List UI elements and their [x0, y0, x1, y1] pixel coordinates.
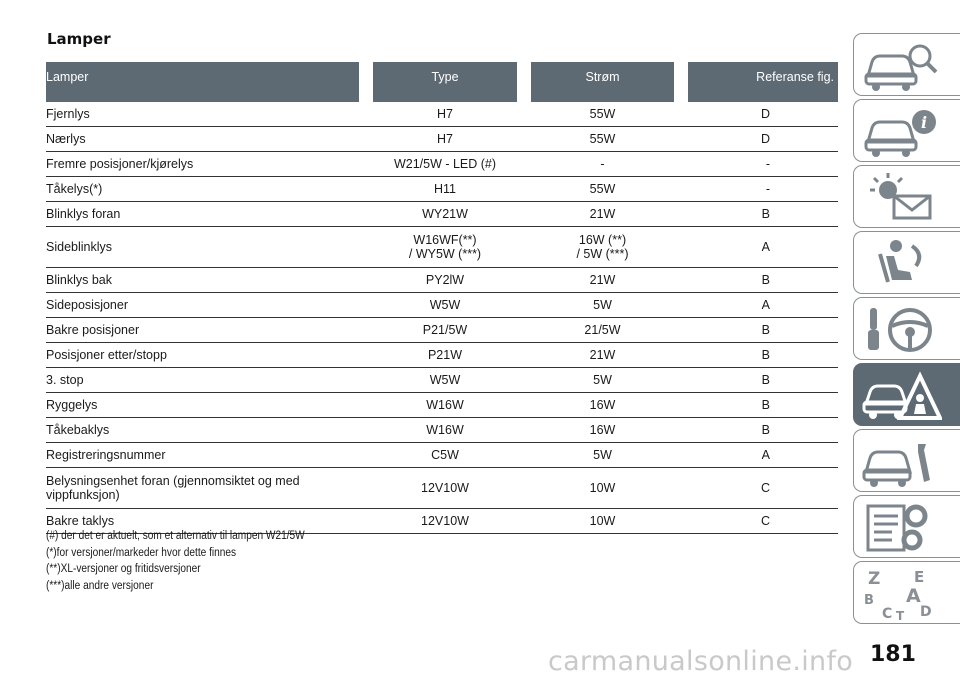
lamp-name: Fremre posisjoner/kjørelys	[46, 152, 366, 177]
footnote: (***)alle andre versjoner	[46, 579, 154, 592]
lamp-type: W16W	[366, 393, 524, 418]
lamp-ref: B	[681, 368, 838, 393]
lamp-ref: B	[681, 202, 838, 227]
lamp-power: 5W	[524, 293, 681, 318]
footnote: (*)for versjoner/markeder hvor dette finnes	[46, 546, 237, 559]
lamp-power-line: 16W (**)	[578, 233, 627, 247]
table-row	[46, 418, 838, 443]
table-row	[46, 368, 838, 393]
index-letter: D	[920, 604, 932, 620]
lamp-name: Blinklys foran	[46, 202, 366, 227]
lamp-type: H11	[366, 177, 524, 202]
tab-starting-driving[interactable]	[853, 297, 960, 360]
table-row	[46, 268, 838, 293]
index-letter: T	[896, 609, 905, 622]
lamp-ref: B	[681, 393, 838, 418]
lamp-type-line: / WY5W (***)	[408, 247, 482, 261]
lamp-table	[46, 62, 838, 534]
lamp-power: 16W	[524, 418, 681, 443]
lamp-type	[366, 227, 524, 268]
table-row	[46, 468, 838, 509]
table-row	[46, 177, 838, 202]
warning-light-message-icon	[862, 170, 942, 226]
lamp-type: W5W	[366, 293, 524, 318]
table-row	[46, 318, 838, 343]
lamp-name: Bakre posisjoner	[46, 318, 366, 343]
lamp-type: P21/5W	[366, 318, 524, 343]
header-lamps: Lamper	[46, 62, 366, 102]
footnote: (#) der det er aktuelt, som et alternativ til lampen W21/5W	[46, 530, 305, 542]
lamp-ref: -	[681, 152, 838, 177]
tab-emergency[interactable]	[853, 363, 960, 426]
car-wrench-icon	[862, 434, 942, 490]
lamp-ref: B	[681, 268, 838, 293]
tab-safety[interactable]	[853, 231, 960, 294]
car-info-icon	[862, 104, 942, 160]
lamp-ref: A	[681, 443, 838, 468]
header-type: Type	[366, 62, 524, 102]
table-row	[46, 293, 838, 318]
table-row	[46, 343, 838, 368]
lamp-ref: B	[681, 318, 838, 343]
lamp-name: Tåkelys(*)	[46, 177, 366, 202]
key-steering-wheel-icon	[862, 302, 942, 358]
lamp-type: H7	[366, 102, 524, 127]
car-crash-warning-icon	[862, 368, 942, 424]
table-row	[46, 393, 838, 418]
lamp-power: -	[524, 152, 681, 177]
lamp-power: 21W	[524, 268, 681, 293]
header-reference: Referanse fig.	[681, 62, 838, 102]
lamp-name-line: vippfunksjon)	[46, 488, 120, 502]
lamp-type: W16W	[366, 418, 524, 443]
lamp-type: 12V10W	[366, 509, 524, 534]
table-row	[46, 202, 838, 227]
table-header-row	[46, 62, 838, 102]
lamp-type: WY21W	[366, 202, 524, 227]
page-number: 181	[870, 642, 916, 667]
car-search-icon	[862, 38, 942, 94]
lamp-ref: D	[681, 102, 838, 127]
lamp-power: 21/5W	[524, 318, 681, 343]
lamp-power-line: / 5W (***)	[576, 247, 629, 261]
lamp-power: 55W	[524, 177, 681, 202]
table-row	[46, 102, 838, 127]
tab-index[interactable]	[853, 561, 960, 624]
lamp-ref: B	[681, 418, 838, 443]
tab-car-info[interactable]	[853, 99, 960, 162]
specs-gear-icon	[862, 500, 942, 556]
table-row	[46, 127, 838, 152]
lamp-name: 3. stop	[46, 368, 366, 393]
table-row	[46, 152, 838, 177]
lamp-name: Nærlys	[46, 127, 366, 152]
lamp-name: Tåkebaklys	[46, 418, 366, 443]
lamp-type: C5W	[366, 443, 524, 468]
lamp-ref: B	[681, 343, 838, 368]
lamp-name: Bakre taklys	[46, 509, 366, 534]
lamp-name: Sideposisjoner	[46, 293, 366, 318]
lamp-type: H7	[366, 127, 524, 152]
lamp-power: 55W	[524, 127, 681, 152]
lamp-ref: -	[681, 177, 838, 202]
table-row	[46, 443, 838, 468]
lamp-name: Registreringsnummer	[46, 443, 366, 468]
lamp-ref: C	[681, 509, 838, 534]
table-row	[46, 227, 838, 268]
tab-warning-lights[interactable]	[853, 165, 960, 228]
lamp-name: Blinklys bak	[46, 268, 366, 293]
index-letter: E	[914, 568, 925, 586]
lamp-ref: D	[681, 127, 838, 152]
airbag-seat-icon	[862, 236, 942, 292]
index-letter: C	[882, 606, 893, 622]
section-title: Lamper	[47, 30, 111, 48]
header-power: Strøm	[524, 62, 681, 102]
index-letter: Z	[868, 569, 881, 589]
lamp-power: 55W	[524, 102, 681, 127]
lamp-ref: A	[681, 293, 838, 318]
lamp-power: 5W	[524, 368, 681, 393]
lamp-ref: A	[681, 227, 838, 268]
lamp-power: 21W	[524, 343, 681, 368]
lamp-power: 5W	[524, 443, 681, 468]
lamp-type: PY2lW	[366, 268, 524, 293]
index-letter: B	[864, 593, 874, 608]
watermark: carmanualsonline.info	[548, 646, 854, 677]
lamp-power	[524, 227, 681, 268]
footnotes	[46, 528, 305, 594]
lamp-type: W5W	[366, 368, 524, 393]
lamp-name: Ryggelys	[46, 393, 366, 418]
svg-text:i: i	[921, 113, 928, 132]
lamp-power: 21W	[524, 202, 681, 227]
lamp-type: P21W	[366, 343, 524, 368]
tab-technical-data[interactable]	[853, 495, 960, 558]
tab-maintenance[interactable]	[853, 429, 960, 492]
lamp-name: Sideblinklys	[46, 227, 366, 268]
lamp-type: W21/5W - LED (#)	[366, 152, 524, 177]
tab-car-search[interactable]	[853, 33, 960, 96]
lamp-type-line: W16WF(**)	[413, 233, 477, 247]
lamp-name: Posisjoner etter/stopp	[46, 343, 366, 368]
lamp-name-line: Belysningsenhet foran (gjennomsiktet og med	[46, 474, 300, 488]
footnote: (**)XL-versjoner og fritidsversjoner	[46, 563, 201, 575]
lamp-power: 10W	[524, 468, 681, 509]
lamp-name: Fjernlys	[46, 102, 366, 127]
lamp-type: 12V10W	[366, 468, 524, 509]
lamp-power: 10W	[524, 509, 681, 534]
lamp-ref: C	[681, 468, 838, 509]
lamp-name	[46, 468, 366, 509]
lamp-power: 16W	[524, 393, 681, 418]
alphabetical-index-icon	[862, 566, 942, 622]
index-letter: A	[906, 585, 921, 607]
